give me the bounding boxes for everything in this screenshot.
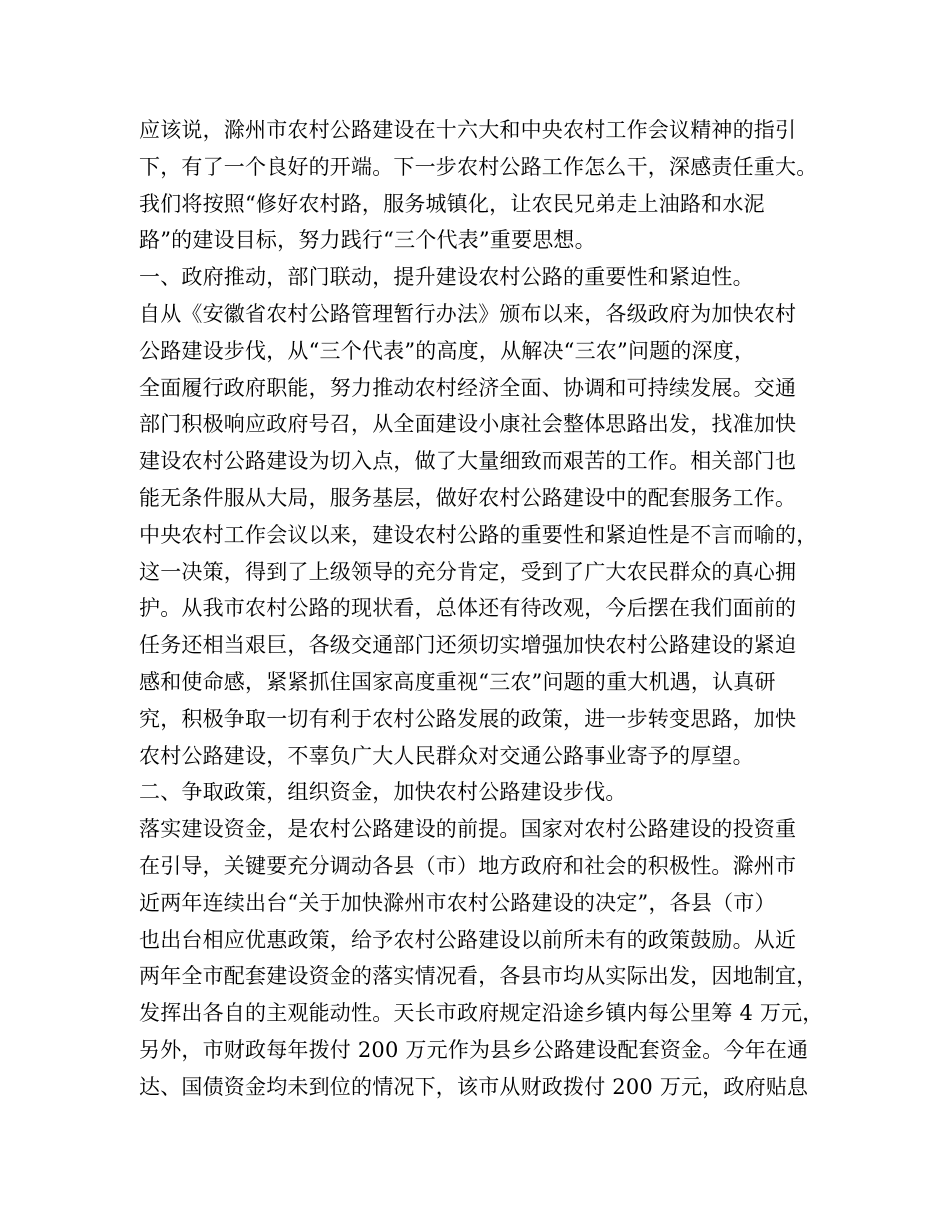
text-line: 也出台相应优惠政策，给予农村公路建设以前所未有的政策鼓励。从近 (139, 927, 797, 952)
text-line: 中央农村工作会议以来，建设农村公路的重要性和紧迫性是不言而喻的， (139, 522, 818, 547)
text-line: 两年全市配套建设资金的落实情况看，各县市均从实际出发，因地制宜， (139, 964, 818, 989)
text-line: 全面履行政府职能，努力推动农村经济全面、协调和可持续发展。交通 (139, 375, 797, 400)
text-line: 究，积极争取一切有利于农村公路发展的政策，进一步转变思路，加快 (139, 706, 797, 731)
text-line: 应该说，滁州市农村公路建设在十六大和中央农村工作会议精神的指引 (139, 118, 797, 142)
text-line: 我们将按照“修好农村路，服务城镇化，让农民兄弟走上油路和水泥 (139, 191, 765, 216)
text-line: 达、国债资金均未到位的情况下，该市从财政拨付 200 万元，政府贴息 (139, 1074, 809, 1099)
text-line: 路”的建设目标，努力践行“三个代表”重要思想。 (139, 228, 596, 253)
text-line: 在引导，关键要充分调动各县（市）地方政府和社会的积极性。滁州市 (139, 853, 797, 878)
text-line: 另外，市财政每年拨付 200 万元作为县乡公路建设配套资金。今年在通 (139, 1037, 809, 1062)
section-heading: 二、争取政策，组织资金，加快农村公路建设步伐。 (139, 780, 627, 805)
text-line: 这一决策，得到了上级领导的充分肯定，受到了广大农民群众的真心拥 (139, 559, 797, 584)
document-body (139, 112, 824, 1106)
text-line: 下，有了一个良好的开端。下一步农村公路工作怎么干，深感责任重大。 (139, 154, 818, 179)
text-line: 发挥出各自的主观能动性。天长市政府规定沿途乡镇内每公里筹 4 万元， (139, 1001, 824, 1026)
text-line: 部门积极响应政府号召，从全面建设小康社会整体思路出发，找准加快 (139, 412, 797, 437)
text-line: 建设农村公路建设为切入点，做了大量细致而艰苦的工作。相关部门也 (139, 449, 797, 474)
text-line: 护。从我市农村公路的现状看，总体还有待改观，今后摆在我们面前的 (139, 596, 797, 621)
text-line: 任务还相当艰巨，各级交通部门还须切实增强加快农村公路建设的紧迫 (139, 633, 797, 658)
text-line: 落实建设资金，是农村公路建设的前提。国家对农村公路建设的投资重 (139, 817, 797, 842)
text-line: 能无条件服从大局，服务基层，做好农村公路建设中的配套服务工作。 (139, 485, 797, 510)
text-line: 农村公路建设，不辜负广大人民群众对交通公路事业寄予的厚望。 (139, 743, 754, 768)
text-line: 自从《安徽省农村公路管理暂行办法》颁布以来，各级政府为加快农村 (139, 301, 797, 326)
text-line: 感和使命感，紧紧抓住国家高度重视“三农”问题的重大机遇，认真研 (139, 669, 776, 694)
text-line: 近两年连续出台“关于加快滁州市农村公路建设的决定”，各县（市） (139, 890, 776, 915)
text-line: 公路建设步伐，从“三个代表”的高度，从解决“三农”问题的深度， (139, 338, 756, 363)
section-heading: 一、政府推动，部门联动，提升建设农村公路的重要性和紧迫性。 (139, 265, 754, 290)
